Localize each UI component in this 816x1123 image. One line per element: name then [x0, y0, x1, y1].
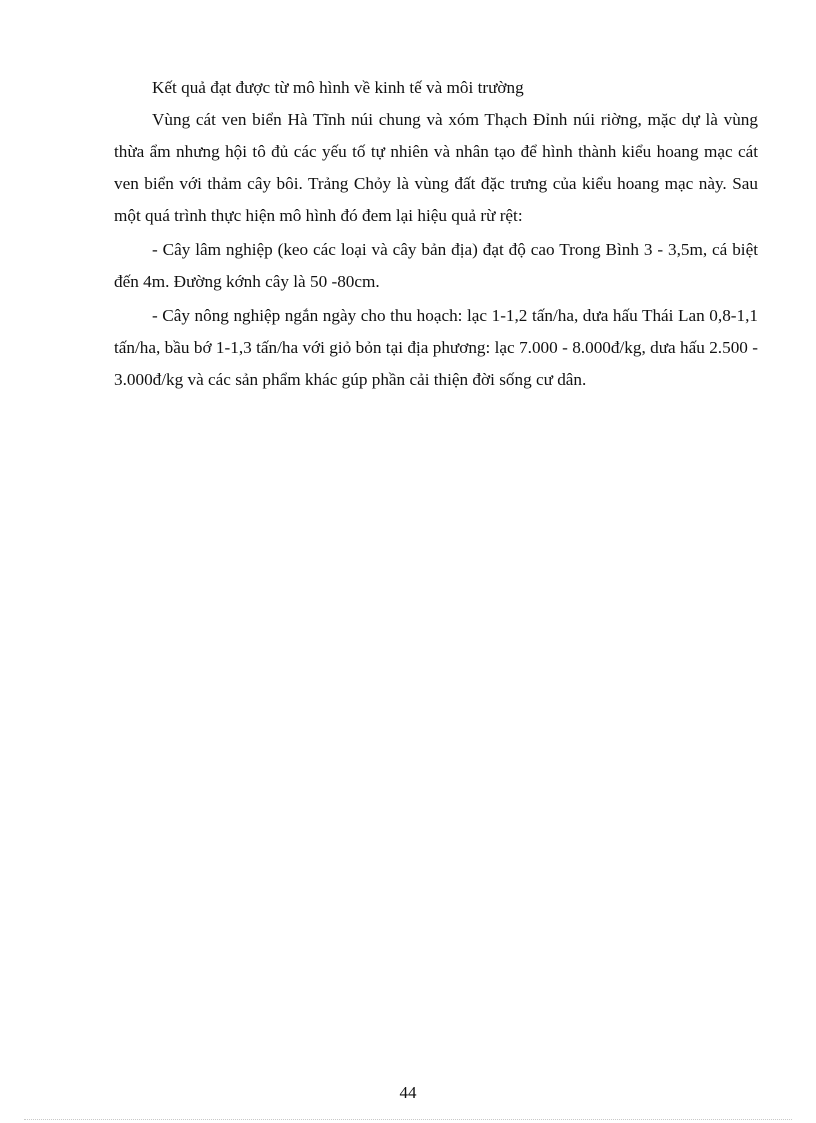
page-number: 44 — [399, 1083, 417, 1102]
section-heading: Kết quả đạt được từ mô hình về kinh tế và môi trường — [152, 78, 524, 97]
paragraph-intro: Vùng cát ven biển Hà Tĩnh núi chung và xóm Thạch Đỉnh núi riờng, mặc dự là vùng thừa ẩm nhưng hội tô đủ các yếu tố tự nhiên và nhân tạo để hình thành kiểu hoang mạc cát ven biển với thảm cây bôi. Trảng Chỏy là vùng đất đặc trưng của kiểu hoang mạc này. Sau một quá trình thực hiện mô hình đó đem lại hiệu quả rừ rệt: — [114, 110, 758, 225]
paragraph-forestry-trees: - Cây lâm nghiệp (keo các loại và cây bản địa) đạt độ cao Trong Bình 3 - 3,5m, cá biệt đến 4m. Đường kớnh cây là 50 -80cm. — [114, 240, 758, 291]
footer-divider — [24, 1119, 792, 1120]
document-body — [114, 74, 758, 398]
paragraph-agricultural-crops: - Cây nông nghiệp ngắn ngày cho thu hoạch: lạc 1-1,2 tấn/ha, dưa hấu Thái Lan 0,8-1,1 tấn/ha, bầu bớ 1-1,3 tấn/ha với giỏ bỏn tại địa phương: lạc 7.000 - 8.000đ/kg, dưa hấu 2.500 - 3.000đ/kg và các sản phẩm khác gúp phần cải thiện đời sống cư dân. — [114, 306, 758, 389]
